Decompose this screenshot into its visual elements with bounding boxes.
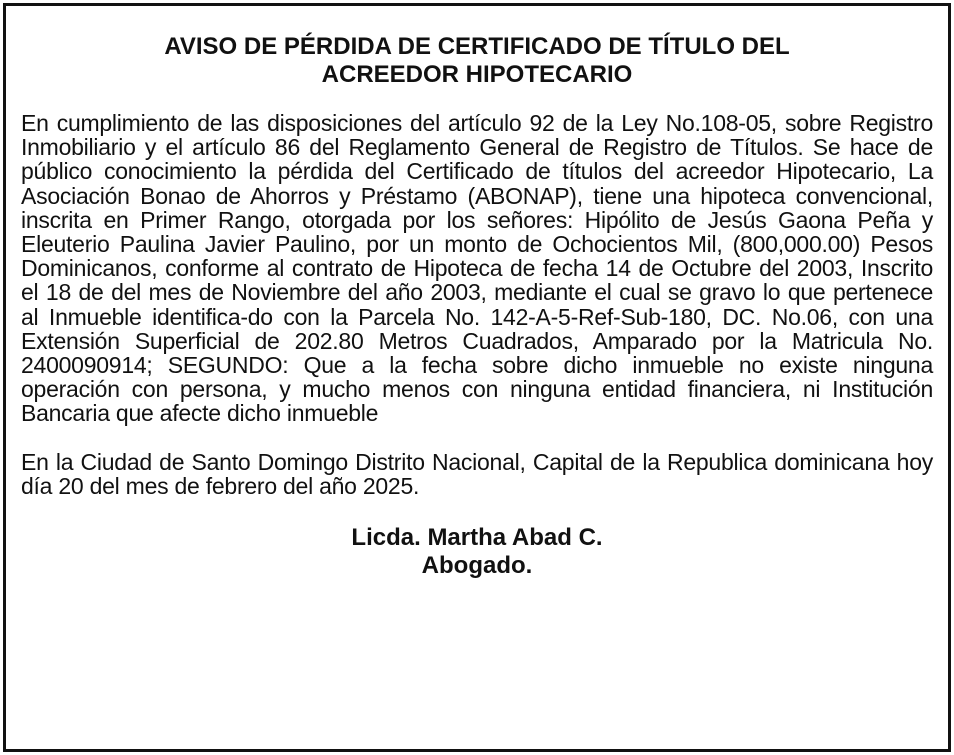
- notice-title: [21, 33, 933, 89]
- signature-name: Licda. Martha Abad C.: [351, 524, 603, 552]
- notice-content: [21, 33, 933, 749]
- notice-closing: En la Ciudad de Santo Domingo Distrito Nacional, Capital de la Republica dominicana hoy día 20 del mes de febrero del año 2025.: [21, 448, 933, 499]
- notice-body: En cumplimiento de las disposiciones del artículo 92 de la Ley No.108-05, sobre Registro Inmobiliario y el artículo 86 del Reglamento General de Registro de Títulos. Se hace de público conocimiento la pérdida del Certificado de títulos del acreedor Hipotecario, La Asociación Bonao de Ahorros y Préstamo (ABONAP), tiene una hipoteca convencional, inscrita en Primer Rango, otorgada por los señores: Hipólito de Jesús Gaona Peña y Eleuterio Paulina Javier Paulino, por un monto de Ochocientos Mil, (800,000.00) Pesos Dominicanos, conforme al contrato de Hipoteca de fecha 14 de Octubre del 2003, Inscrito el 18 de del mes de Noviembre del año 2003, mediante el cual se gravo lo que pertenece al Inmueble identifica-do con la Parcela No. 142-A-5-Ref-Sub-180, DC. No.06, con una Extensión Superficial de 202.80 Metros Cuadrados, Amparado por la Matricula No. 2400090914; SEGUNDO: Que a la fecha sobre dicho inmueble no existe ninguna operación con persona, y mucho menos con ninguna entidad financiera, ni Institución Bancaria que afecte dicho inmueble: [21, 110, 933, 427]
- notice-title-line1: AVISO DE PÉRDIDA DE CERTIFICADO DE TÍTULO DEL: [164, 33, 790, 60]
- signature-role: Abogado.: [421, 552, 533, 580]
- signature-block: [21, 524, 933, 580]
- notice-title-line2: ACREEDOR HIPOTECARIO: [321, 61, 633, 88]
- notice-frame: [3, 3, 951, 752]
